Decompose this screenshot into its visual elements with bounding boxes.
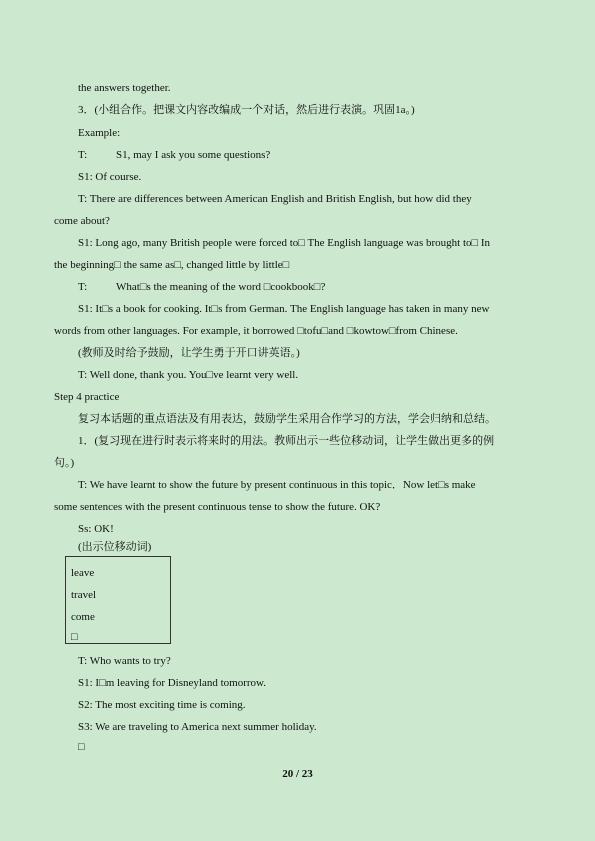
text-line: come about?: [54, 215, 110, 227]
text-line: S3: We are traveling to America next summer holiday.: [78, 721, 317, 733]
text-line: T: Well done, thank you. You□ve learnt very well.: [78, 369, 299, 381]
text-line: some sentences with the present continuous tense to show the future. OK?: [54, 501, 381, 513]
text-line: (出示位移动词): [78, 541, 152, 553]
text-line: S1: Long ago, many British people were forced to□ The English language was brought to□ In: [78, 237, 491, 249]
text-line: S1: It□s a book for cooking. It□s from German. The English language has taken in many new: [78, 303, 490, 315]
text-line: the beginning□ the same as□, changed little by little□: [54, 259, 290, 271]
text-line: 句。): [54, 457, 75, 469]
page-number: 20 / 23: [282, 768, 313, 780]
text-line: words from other languages. For example, it borrowed □tofu□and □kowtow□from Chinese.: [54, 325, 458, 337]
box-item: leave: [71, 567, 95, 579]
box-item: □: [71, 631, 78, 643]
text-line: T: Who wants to try?: [78, 655, 171, 667]
box-item: come: [71, 611, 95, 623]
text-line: Ss: OK!: [78, 523, 114, 535]
text-line: [78, 280, 326, 294]
text-line: S2: The most exciting time is coming.: [78, 699, 246, 711]
text-line: T: There are differences between American English and British English, but how did they: [78, 193, 472, 205]
text-line: Example:: [78, 127, 121, 139]
text-line: [78, 148, 271, 162]
dialogue-text: S1, may I ask you some questions?: [116, 149, 271, 161]
text-line: the answers together.: [78, 82, 171, 94]
box-item: travel: [71, 589, 97, 601]
text-line: 3．(小组合作。把课文内容改编成一个对话，然后进行表演。巩固1a。): [78, 104, 415, 116]
text-line: T: We have learnt to show the future by present continuous in this topic．Now let□s make: [78, 479, 476, 491]
section-heading: Step 4 practice: [54, 391, 120, 403]
text-line: □: [78, 741, 85, 753]
text-line: 复习本话题的重点语法及有用表达，鼓励学生采用合作学习的方法，学会归纳和总结。: [78, 413, 496, 425]
text-line: S1: I□m leaving for Disneyland tomorrow.: [78, 677, 267, 689]
text-line: S1: Of course.: [78, 171, 142, 183]
dialogue-text: What□s the meaning of the word □cookbook□?: [116, 281, 326, 293]
verb-box: [65, 556, 171, 644]
speaker-label: T:: [78, 149, 88, 161]
speaker-label: T:: [78, 281, 88, 293]
text-line: 1．(复习现在进行时表示将来时的用法。教师出示一些位移动词，让学生做出更多的例: [78, 435, 495, 447]
text-line: (教师及时给予鼓励，让学生勇于开口讲英语。): [78, 347, 300, 359]
